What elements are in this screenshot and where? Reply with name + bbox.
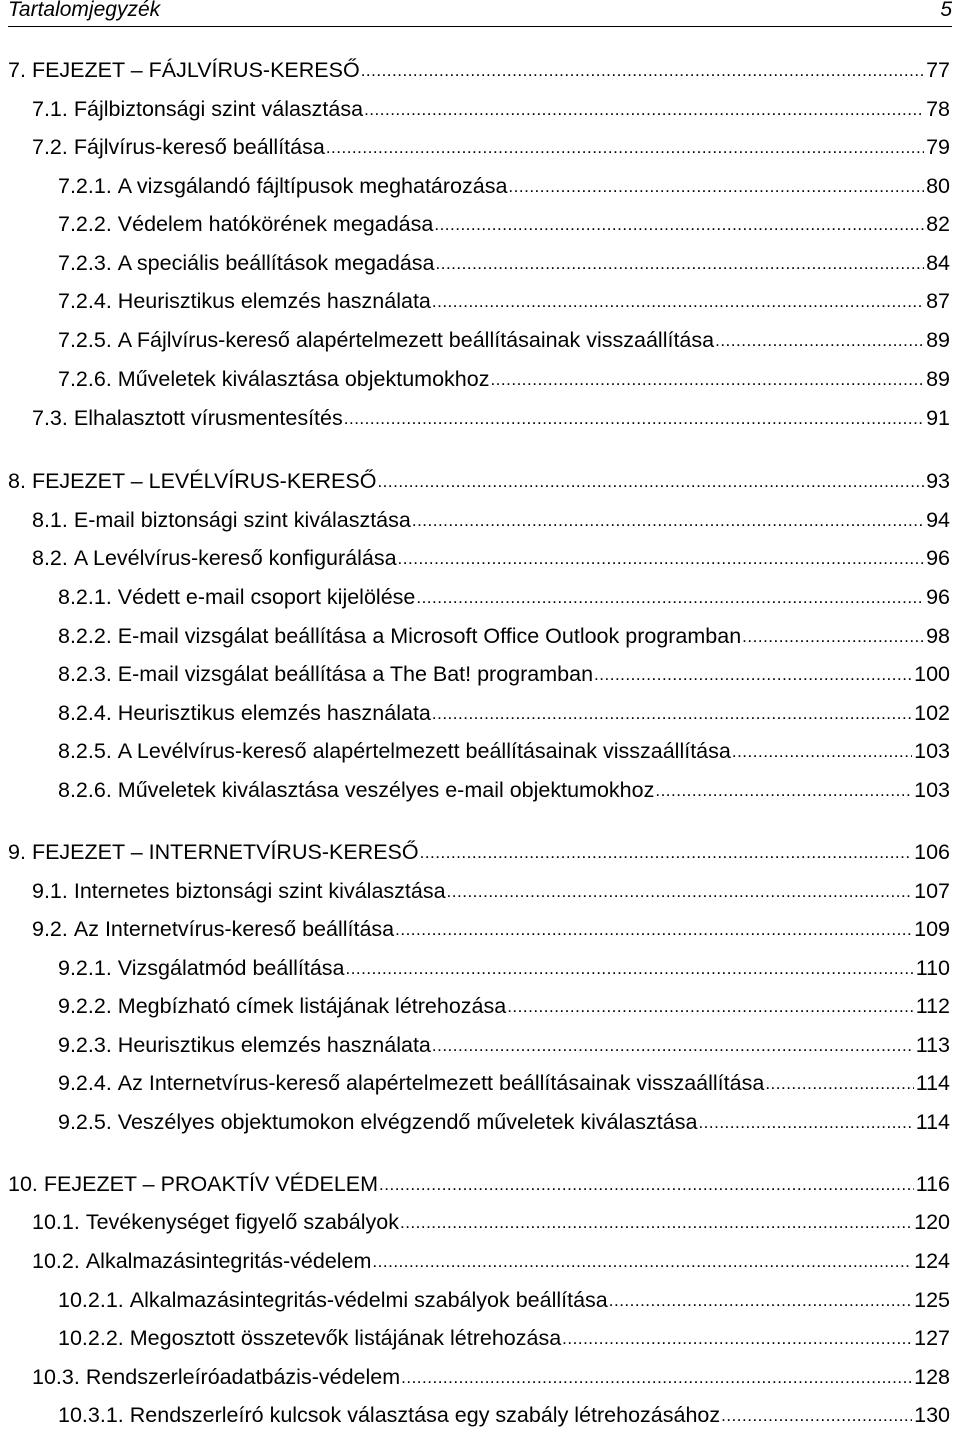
toc-entry[interactable] — [32, 1363, 950, 1391]
toc-entry[interactable] — [32, 877, 950, 905]
toc-dot-leader — [372, 1248, 912, 1276]
toc-entry-number: 7.2.5. — [58, 328, 112, 352]
toc-entry-number: 8.1. — [32, 508, 68, 532]
toc-entry-page: 84 — [926, 251, 950, 275]
toc-entry[interactable] — [58, 776, 950, 804]
toc-dot-leader — [326, 134, 924, 162]
toc-entry-title: A Levélvírus-kereső konfigurálása — [73, 546, 397, 570]
toc-dot-leader — [377, 468, 924, 496]
toc-entry-title: Alkalmazásintegritás-védelmi szabályok beállítása — [129, 1288, 608, 1312]
toc-entry-number: 10.3.1. — [58, 1403, 124, 1427]
toc-entry-title: FEJEZET – LEVÉLVÍRUS-KERESŐ — [31, 469, 377, 493]
toc-entry-page: 82 — [926, 212, 950, 236]
toc-entry-number: 7.2. — [32, 135, 68, 159]
toc-entry-page: 93 — [926, 469, 950, 493]
toc-entry[interactable] — [8, 56, 950, 84]
toc-entry-title: Fájlbiztonsági szint választása — [73, 97, 364, 121]
toc-entry[interactable] — [58, 1401, 950, 1429]
toc-entry-title: Rendszerleíróadatbázis-védelem — [85, 1365, 401, 1389]
toc-entry[interactable] — [32, 1208, 950, 1236]
toc-entry-title: FEJEZET – INTERNETVÍRUS-KERESŐ — [31, 840, 419, 864]
toc-entry-title: Heurisztikus elemzés használata — [117, 289, 431, 313]
toc-entry-number: 9.2.5. — [58, 1110, 112, 1134]
toc-entry-number: 8. — [8, 469, 26, 493]
toc-entry[interactable] — [58, 326, 950, 354]
toc-dot-leader — [715, 327, 924, 355]
toc-entry-number: 7.2.3. — [58, 251, 112, 275]
toc-entry-page: 109 — [914, 917, 950, 941]
toc-entry-number: 9.1. — [32, 879, 68, 903]
toc-dot-leader — [507, 993, 914, 1021]
toc-entry-page: 78 — [926, 97, 950, 121]
toc-entry-title: Az Internetvírus-kereső alapértelmezett beállításainak visszaállítása — [117, 1071, 765, 1095]
toc-dot-leader — [400, 1209, 912, 1237]
toc-dot-leader — [562, 1325, 912, 1353]
toc-entry-page: 100 — [914, 662, 950, 686]
toc-entry-number: 10. — [8, 1172, 38, 1196]
toc-entry-page: 80 — [926, 174, 950, 198]
toc-dot-leader — [698, 1109, 913, 1137]
toc-dot-leader — [344, 405, 924, 433]
toc-entry-title: FEJEZET – FÁJLVÍRUS-KERESŐ — [31, 58, 360, 82]
toc-entry-page: 77 — [926, 58, 950, 82]
toc-entry[interactable] — [58, 992, 950, 1020]
toc-entry-page: 128 — [914, 1365, 950, 1389]
toc-entry[interactable] — [32, 95, 950, 123]
toc-entry[interactable] — [58, 737, 950, 765]
toc-dot-leader — [401, 1364, 912, 1392]
toc-entry-number: 8.2.4. — [58, 701, 112, 725]
toc-entry-page: 94 — [926, 508, 950, 532]
toc-entry-page: 102 — [914, 701, 950, 725]
toc-entry-number: 7.2.6. — [58, 367, 112, 391]
toc-dot-leader — [508, 173, 924, 201]
toc-entry-number: 8.2.5. — [58, 739, 112, 763]
toc-entry-title: E-mail biztonsági szint kiválasztása — [73, 508, 411, 532]
toc-entry[interactable] — [32, 915, 950, 943]
toc-entry-title: A speciális beállítások megadása — [117, 251, 435, 275]
toc-entry[interactable] — [58, 1031, 950, 1059]
toc-entry[interactable] — [58, 660, 950, 688]
toc-entry-page: 96 — [926, 546, 950, 570]
toc-entry-number: 9.2.1. — [58, 956, 112, 980]
toc-entry-page: 124 — [914, 1249, 950, 1273]
toc-entry-number: 10.3. — [32, 1365, 80, 1389]
toc-entry-title: A Fájlvírus-kereső alapértelmezett beállításainak visszaállítása — [117, 328, 715, 352]
toc-dot-leader — [721, 1402, 912, 1430]
toc-entry-page: 110 — [915, 956, 950, 980]
toc-entry-page: 106 — [914, 840, 950, 864]
toc-entry-title: E-mail vizsgálat beállítása a Microsoft Office Outlook programban — [117, 624, 742, 648]
toc-entry-number: 7. — [8, 58, 26, 82]
toc-entry-page: 112 — [915, 994, 950, 1018]
toc-dot-leader — [364, 96, 924, 124]
toc-dot-leader — [434, 211, 924, 239]
toc-entry[interactable] — [32, 1247, 950, 1275]
toc-entry-number: 8.2.6. — [58, 778, 112, 802]
toc-entry[interactable] — [58, 210, 950, 238]
toc-entry-page: 103 — [914, 778, 950, 802]
toc-entry-number: 7.3. — [32, 406, 68, 430]
toc-entry-number: 8.2. — [32, 546, 68, 570]
toc-entry-number: 7.1. — [32, 97, 68, 121]
toc-entry[interactable] — [58, 622, 950, 650]
toc-entry[interactable] — [58, 249, 950, 277]
toc-dot-leader — [432, 1032, 914, 1060]
toc-dot-leader — [379, 1171, 914, 1199]
toc-entry-title: Tevékenységet figyelő szabályok — [85, 1210, 399, 1234]
toc-entry-number: 7.2.1. — [58, 174, 112, 198]
toc-entry-number: 8.2.2. — [58, 624, 112, 648]
toc-entry-title: Rendszerleíró kulcsok választása egy szabály létrehozásához — [129, 1403, 721, 1427]
toc-entry[interactable] — [58, 287, 950, 315]
toc-entry[interactable] — [58, 1286, 950, 1314]
toc-entry-page: 114 — [915, 1071, 950, 1095]
toc-dot-leader — [361, 57, 924, 85]
toc-entry[interactable] — [58, 1069, 950, 1097]
toc-entry-title: A vizsgálandó fájltípusok meghatározása — [117, 174, 508, 198]
toc-entry-page: 89 — [926, 328, 950, 352]
toc-entry-title: Elhalasztott vírusmentesítés — [73, 406, 343, 430]
running-header — [8, 0, 952, 27]
toc-dot-leader — [732, 738, 912, 766]
toc-entry-title: Megosztott összetevők listájának létrehozása — [129, 1326, 562, 1350]
toc-entry-number: 9.2.4. — [58, 1071, 112, 1095]
toc-entry[interactable] — [58, 365, 950, 393]
toc-dot-leader — [594, 661, 912, 689]
toc-entry[interactable] — [58, 583, 950, 611]
toc-entry-number: 9.2. — [32, 917, 68, 941]
toc-entry-page: 116 — [915, 1172, 950, 1196]
toc-entry[interactable] — [8, 1170, 950, 1198]
toc-entry-page: 127 — [914, 1326, 950, 1350]
toc-entry-page: 79 — [926, 135, 950, 159]
toc-entry-number: 10.2. — [32, 1249, 80, 1273]
toc-entry[interactable] — [58, 1324, 950, 1352]
running-header-title: Tartalomjegyzék — [8, 0, 161, 21]
running-header-page-number: 5 — [940, 0, 952, 21]
toc-dot-leader — [436, 250, 925, 278]
toc-entry-page: 107 — [914, 879, 950, 903]
toc-entry[interactable] — [32, 506, 950, 534]
toc-entry-number: 8.2.1. — [58, 585, 112, 609]
toc-dot-leader — [416, 584, 924, 612]
toc-dot-leader — [765, 1070, 913, 1098]
toc-dot-leader — [398, 545, 925, 573]
toc-dot-leader — [412, 507, 924, 535]
toc-entry-title: Műveletek kiválasztása objektumokhoz — [117, 367, 490, 391]
toc-dot-leader — [655, 777, 912, 805]
toc-entry-title: FEJEZET – PROAKTÍV VÉDELEM — [43, 1172, 379, 1196]
toc-entry-page: 103 — [914, 739, 950, 763]
toc-entry[interactable] — [8, 467, 950, 495]
toc-dot-leader — [395, 916, 912, 944]
toc-entry-page: 130 — [914, 1403, 950, 1427]
toc-entry-title: Internetes biztonsági szint kiválasztása — [73, 879, 446, 903]
toc-entry-title: Műveletek kiválasztása veszélyes e-mail objektumokhoz — [117, 778, 655, 802]
toc-dot-leader — [432, 288, 924, 316]
toc-entry-page: 87 — [926, 289, 950, 313]
toc-entry-page: 91 — [926, 406, 950, 430]
toc-entry[interactable] — [8, 838, 950, 866]
toc-dot-leader — [420, 839, 913, 867]
toc-dot-leader — [345, 955, 913, 983]
toc-entry-number: 9.2.2. — [58, 994, 112, 1018]
toc-entry-number: 9.2.3. — [58, 1033, 112, 1057]
toc-entry-title: Védett e-mail csoport kijelölése — [117, 585, 416, 609]
toc-entry-title: Fájlvírus-kereső beállítása — [73, 135, 325, 159]
toc-entry-title: Vizsgálatmód beállítása — [117, 956, 345, 980]
toc-dot-leader — [490, 366, 924, 394]
toc-entry-page: 125 — [914, 1288, 950, 1312]
toc-entry[interactable] — [32, 133, 950, 161]
toc-entry-number: 9. — [8, 840, 26, 864]
toc-entry[interactable] — [32, 404, 950, 432]
toc-entry[interactable] — [58, 699, 950, 727]
toc-entry-page: 114 — [915, 1110, 950, 1134]
toc-entry-title: Heurisztikus elemzés használata — [117, 701, 431, 725]
toc-entry-number: 10.2.1. — [58, 1288, 124, 1312]
toc-entry-page: 96 — [926, 585, 950, 609]
toc-dot-leader — [432, 700, 912, 728]
toc-entry-page: 98 — [926, 624, 950, 648]
toc-dot-leader — [447, 878, 913, 906]
toc-entry-title: E-mail vizsgálat beállítása a The Bat! programban — [117, 662, 594, 686]
toc-dot-leader — [742, 623, 924, 651]
toc-entry-title: A Levélvírus-kereső alapértelmezett beállításainak visszaállítása — [117, 739, 731, 763]
toc-entry[interactable] — [58, 1108, 950, 1136]
toc-entry-number: 7.2.2. — [58, 212, 112, 236]
toc-entry-page: 89 — [926, 367, 950, 391]
toc-entry-number: 8.2.3. — [58, 662, 112, 686]
toc-entry[interactable] — [58, 172, 950, 200]
toc-entry[interactable] — [32, 544, 950, 572]
toc-entry-title: Megbízható címek listájának létrehozása — [117, 994, 507, 1018]
toc-entry-title: Heurisztikus elemzés használata — [117, 1033, 431, 1057]
toc-entry[interactable] — [58, 954, 950, 982]
toc-entry-title: Az Internetvírus-kereső beállítása — [73, 917, 395, 941]
toc-entry-page: 120 — [914, 1210, 950, 1234]
toc-entry-title: Védelem hatókörének megadása — [117, 212, 434, 236]
toc-dot-leader — [609, 1287, 912, 1315]
toc-entry-number: 7.2.4. — [58, 289, 112, 313]
toc-entry-number: 10.1. — [32, 1210, 80, 1234]
toc-entry-title: Alkalmazásintegritás-védelem — [85, 1249, 372, 1273]
toc-entry-number: 10.2.2. — [58, 1326, 124, 1350]
toc-entry-page: 113 — [915, 1033, 950, 1057]
toc-entry-title: Veszélyes objektumokon elvégzendő műveletek kiválasztása — [117, 1110, 698, 1134]
